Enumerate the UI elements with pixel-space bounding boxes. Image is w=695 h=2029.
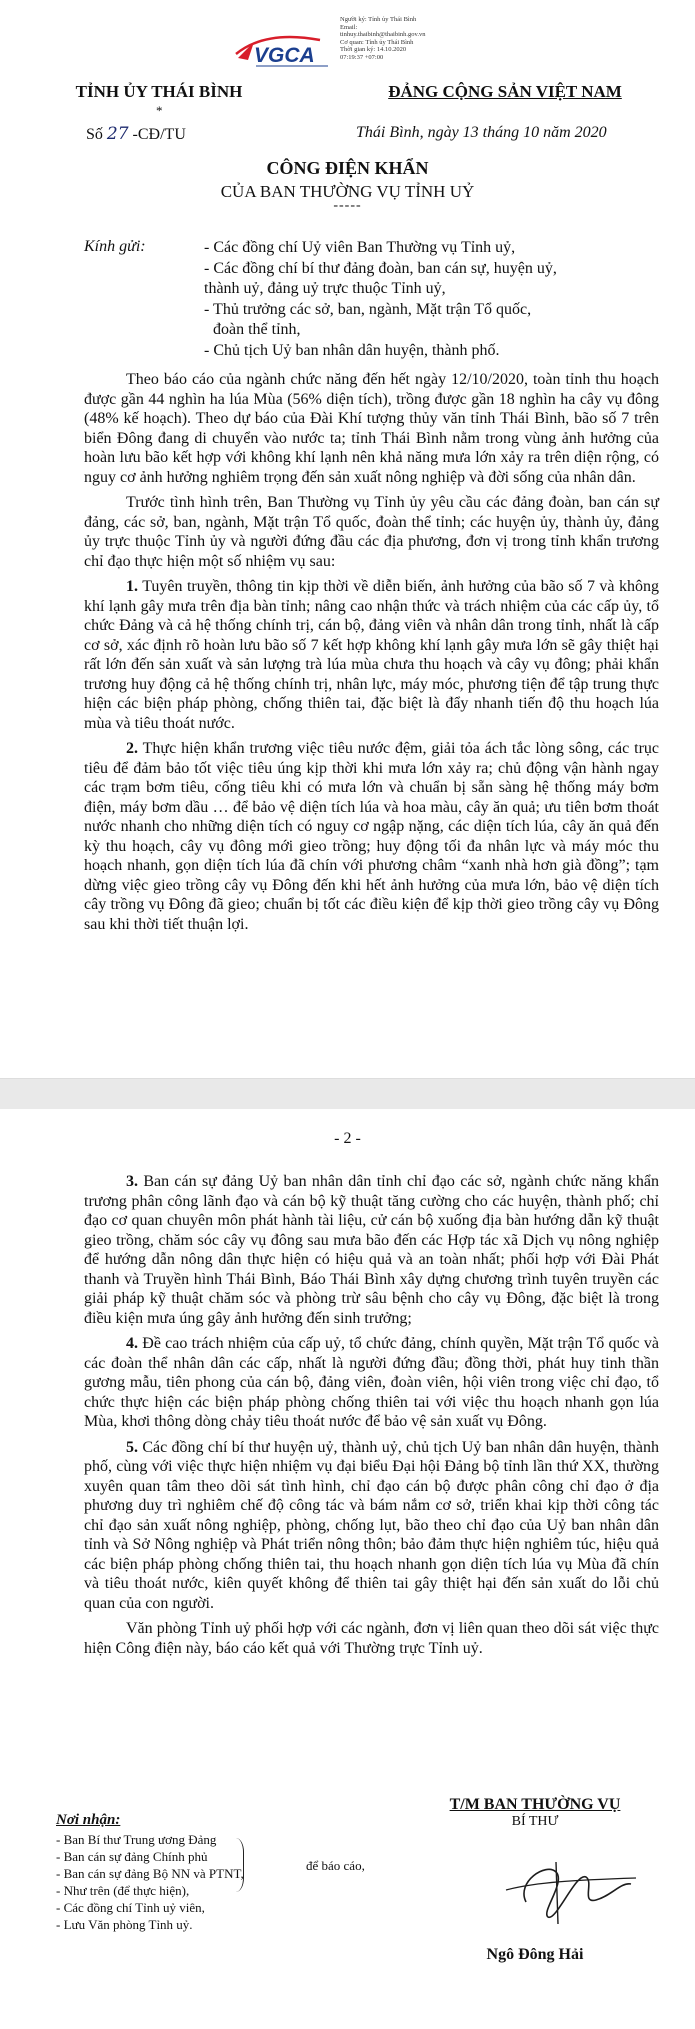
recipient-line: - Thủ trưởng các sở, ban, ngành, Mặt trận Tổ quốc, xyxy=(204,300,532,318)
issuing-organization: TỈNH ỦY THÁI BÌNH xyxy=(75,82,243,101)
signature-email: tinhuy.thaibinh@thaibinh.gov.vn xyxy=(340,31,426,39)
task-text: Đề cao trách nhiệm của cấp uỷ, tổ chức đảng, chính quyền, Mặt trận Tổ quốc và các đoàn thể nhân dân các cấp, nhất là người đứng đầu; đồng thời, phát huy tinh thần gương mẫu, tiên phong của cán bộ, đảng viên, đoàn viên, hội viên trong việc chỉ đạo, tổ chức thực hiện các biện pháp phòng chống thiên tai với việc thu hoạch nhanh gọn lúa Mùa, khơi thông dòng chảy tiêu thoát nước để bảo vệ sản xuất vụ Đông. xyxy=(84,1335,660,1430)
signature-org: Cơ quan: Tỉnh ủy Thái Bình xyxy=(340,38,414,46)
document-number xyxy=(86,124,186,144)
digital-signature-stamp xyxy=(228,14,426,82)
recipients-label: Kính gửi: xyxy=(84,238,146,255)
cc-item: - Ban cán sự đảng Bộ NN và PTNT, xyxy=(56,1866,244,1881)
task-item-4 xyxy=(84,1334,659,1432)
task-item-3 xyxy=(84,1172,659,1328)
signer-name: Ngô Đông Hải xyxy=(486,1946,584,1963)
signature-signer: Người ký: Tỉnh ủy Thái Bình xyxy=(340,16,417,23)
cc-item: - Lưu Văn phòng Tỉnh uỷ. xyxy=(56,1917,193,1932)
header-star: * xyxy=(156,103,163,118)
page-break xyxy=(0,1078,695,1111)
cc-item: - Các đồng chí Tỉnh uỷ viên, xyxy=(56,1900,205,1915)
body-page-2 xyxy=(84,1172,659,1658)
recipient-line: - Các đồng chí Uỷ viên Ban Thường vụ Tỉnh uỷ, xyxy=(204,239,516,256)
paragraph-closing: Văn phòng Tỉnh uỷ phối hợp với các ngành, đơn vị liên quan theo dõi sát việc thực hiện Công điện này, báo cáo kết quả với Thường trực Tỉnh uỷ. xyxy=(84,1620,659,1657)
recipient-line: đoàn thể tỉnh, xyxy=(213,321,301,339)
task-number: 1. xyxy=(126,578,138,595)
signature-details xyxy=(340,16,426,62)
cc-item: - Như trên (để thực hiện), xyxy=(56,1883,190,1898)
recipient-line: - Các đồng chí bí thư đảng đoàn, ban cán sự, huyện uỷ, xyxy=(204,259,557,277)
doc-no-suffix: -CĐ/TU xyxy=(132,126,186,143)
task-number: 3. xyxy=(126,1173,138,1190)
cc-item: - Ban cán sự đảng Chính phủ xyxy=(56,1849,208,1864)
body-page-1 xyxy=(84,370,659,934)
page-number: - 2 - xyxy=(334,1130,361,1147)
brace-mark xyxy=(233,1838,244,1892)
task-text: Thực hiện khẩn trương việc tiêu nước đệm, giải tỏa ách tắc lòng sông, các trục tiêu để đảm bảo tốt việc tiêu úng kịp thời khi mưa lớn xảy ra; chủ động vận hành ngay các trạm bơm tiêu, cống tiêu khi có mưa lớn và chuẩn bị sẵn sàng hệ thống máy bơm điện, máy bơm dầu … để bảo vệ diện tích lúa và hoa màu, cây ăn quả; ưu tiên bơm thoát nước nhanh cho những diện tích có nguy cơ ngập nặng, các diện tích lúa, cây ăn quả đến kỳ thu hoạch, cây vụ đông mới gieo trồng; huy động tối đa nhân lực và máy móc thu hoạch nhanh, gọn diện tích lúa đã chín với phương châm “xanh nhà hơn già đồng”; tạm dừng việc gieo trồng cây vụ Đông đến khi hết ảnh hưởng của mưa lớn, bảo vệ diện tích cây trồng vụ Đông đã gieo; chuẩn bị tốt các điều kiện để kịp thời gieo trồng cây vụ Đông sau khi thời tiết thuận lợi. xyxy=(84,740,659,933)
recipients-list xyxy=(204,238,654,362)
document-subtitle: CỦA BAN THƯỜNG VỤ TỈNH UỶ xyxy=(220,182,475,201)
paragraph-situation: Theo báo cáo của ngành chức năng đến hết ngày 12/10/2020, toàn tỉnh thu hoạch được gần 44 nghìn ha lúa Mùa (56% diện tích), trồng được gần 18 nghìn ha cây vụ đông (48% kế hoạch). Theo dự báo của Đài Khí tượng thủy văn tỉnh Thái Bình, bão số 7 trên biển Đông đang di chuyển vào nước ta; tỉnh Thái Bình nằm trong vùng ảnh hưởng của hoàn lưu bão kết hợp với không khí lạnh nên khả năng mưa lớn xảy ra trên diện rộng, có nguy cơ ảnh hưởng nghiêm trọng đến sản xuất nông nghiệp và đời sống của nhân dân. xyxy=(84,371,659,486)
task-number: 4. xyxy=(126,1335,138,1352)
signer-role: BÍ THƯ xyxy=(511,1814,559,1829)
task-text: Ban cán sự đảng Uỷ ban nhân dân tỉnh chỉ đạo các sở, ngành chức năng khẩn trương phân công lãnh đạo và cán bộ kỹ thuật tăng cường cho các huyện, thành phố; chỉ đạo cơ quan chuyên môn phát hành tài liệu, cử cán bộ xuống địa bàn hướng dẫn kỹ thuật gieo trồng, chăm sóc cây vụ đông sau mưa bão đến các Hợp tác xã Dịch vụ nông nghiệp để hướng dẫn nông dân thực hiện có hiệu quả và an toàn nhất; phối hợp với Đài Phát thanh và Truyền hình Thái Bình, Báo Thái Bình xây dựng chương trình tuyên truyền các giải pháp kỹ thuật chăm sóc và phòng trừ sâu bệnh cho cây vụ Đông, đặc biệt là trong điều kiện mưa úng gây ảnh hưởng đến sinh trưởng; xyxy=(84,1173,660,1327)
task-text: Tuyên truyền, thông tin kịp thời về diễn biến, ảnh hưởng của bão số 7 và không khí lạnh gây mưa trên địa bàn tỉnh; nâng cao nhận thức và trách nhiệm của các cấp ủy, tổ chức Đảng và cả hệ thống chính trị, cán bộ, đảng viên và nhân dân trong tỉnh, nhất là cấp cơ sở, xác định rõ hoàn lưu bão số 7 kết hợp không khí lạnh gây mưa lớn sẽ gây thiệt hại rất lớn đến sản xuất và sản lượng trà lúa mùa chưa thu hoạch và cây vụ đông; phải khẩn trương huy động cả hệ thống chính trị, nhân lực, máy móc, phương tiện để tập trung thực hiện các biện pháp phòng, chống thiên tai, đặc biệt là đẩy nhanh tiến độ thu hoạch lúa mùa và tiêu thoát nước. xyxy=(84,578,659,732)
vgca-logo-icon xyxy=(228,32,346,72)
logo-text: VGCA xyxy=(254,44,315,67)
signature-block xyxy=(410,1796,660,1830)
cc-item: - Ban Bí thư Trung ương Đảng xyxy=(56,1832,217,1847)
document-date: Thái Bình, ngày 13 tháng 10 năm 2020 xyxy=(356,124,607,141)
party-name-heading: ĐẢNG CỘNG SẢN VIỆT NAM xyxy=(388,82,622,101)
cc-title: Nơi nhận: xyxy=(56,1812,121,1828)
task-number: 5. xyxy=(126,1438,138,1456)
task-item-2 xyxy=(84,739,659,934)
doc-no-handwritten: 27 xyxy=(106,124,129,144)
task-text: Các đồng chí bí thư huyện uỷ, thành uỷ, chủ tịch Uỷ ban nhân dân huyện, thành phố, cùng với việc thực hiện nhiệm vụ đại biểu Đại hội Đảng bộ tỉnh lần thứ XX, thường xuyên quan tâm theo dõi sát tình hình, chỉ đạo cán bộ được phân công chỉ đạo ở địa phương duy trì nghiêm chế độ công tác và bám nắm cơ sở, triển khai kịp thời công tác chỉ đạo sản xuất nông nghiệp, phòng, chống lụt, bão theo chỉ đạo của Uỷ ban nhân dân tỉnh và Sở Nông nghiệp và Phát triển nông thôn; bảo đảm thực hiện nghiêm túc, hiệu quả các biện pháp phòng chống thiên tai, thu hoạch nhanh gọn diện tích lúa vụ Mùa đã chín và tiêu thoát nước, kiên quyết không để thiên tai gây thiệt hại đến sản xuất do lỗi chủ quan của con người. xyxy=(84,1438,660,1612)
paragraph-request: Trước tình hình trên, Ban Thường vụ Tỉnh ủy yêu cầu các đảng đoàn, ban cán sự đảng, các sở, ban, ngành, Mặt trận Tổ quốc, đoàn thể tỉnh; các huyện ủy, thành ủy, đảng ủy trực thuộc Tỉnh ủy và người đứng đầu các địa phương, đơn vị trong tỉnh khẩn trương chỉ đạo thực hiện một số nhiệm vụ sau: xyxy=(84,494,659,570)
signature-email-label: Email: xyxy=(340,23,358,31)
recipient-line: thành uỷ, đảng uỷ trực thuộc Tỉnh uỷ, xyxy=(204,280,446,298)
doc-no-prefix: Số xyxy=(86,126,103,143)
handwritten-signature-icon xyxy=(486,1842,646,1932)
task-item-5 xyxy=(84,1438,659,1614)
task-item-1 xyxy=(84,577,659,733)
document-title: CÔNG ĐIỆN KHẨN xyxy=(266,158,429,178)
recipient-line: - Chủ tịch Uỷ ban nhân dân huyện, thành phố. xyxy=(204,341,500,359)
cc-brace-note: để báo cáo, xyxy=(306,1858,365,1873)
signer-organization: T/M BAN THƯỜNG VỤ xyxy=(449,1796,621,1813)
signature-time: Thời gian ký: 14.10.2020 07:19:37 +07:00 xyxy=(340,46,407,61)
title-rule: ----- xyxy=(333,198,362,213)
task-number: 2. xyxy=(126,740,138,757)
